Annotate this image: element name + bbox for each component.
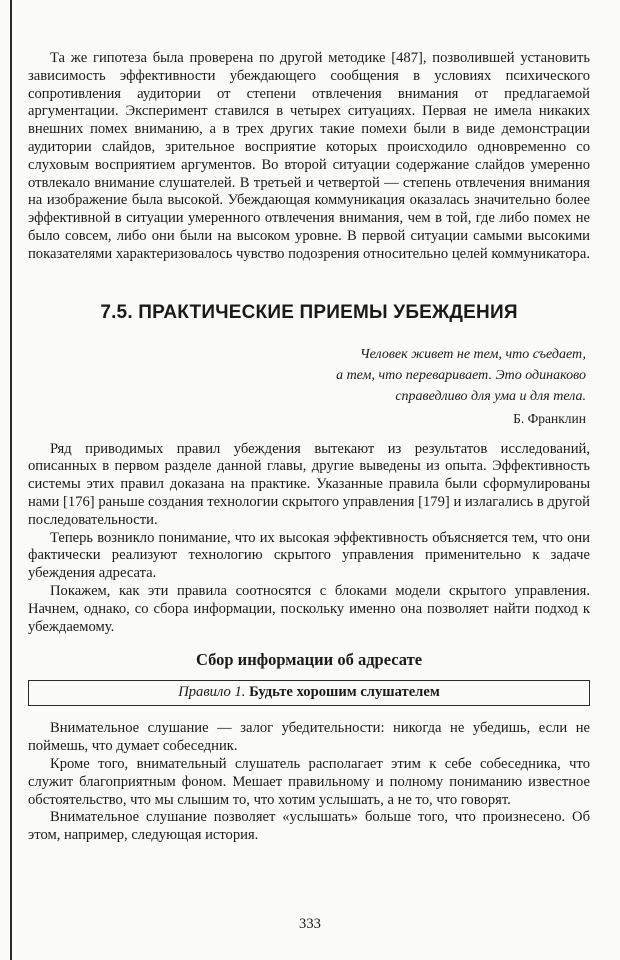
paragraph-effectiveness: Теперь возникло понимание, что их высокая эффективность объясняется тем, что они фактически реализуют технологию скрытого управления применительно к задаче убеждения адресата. — [28, 529, 590, 582]
epigraph-line: справедливо для ума и для тела. — [395, 388, 586, 404]
section-title: 7.5. ПРАКТИЧЕСКИЕ ПРИЕМЫ УБЕЖДЕНИЯ — [100, 301, 518, 323]
rule-number: Правило 1. — [178, 684, 246, 701]
page-number: 333 — [299, 916, 321, 932]
rule-text: Будьте хорошим слушателем — [249, 684, 440, 701]
paragraph-listening: Внимательное слушание — залог убедительности: никогда не убедишь, если не поймешь, что думает собеседник. — [28, 720, 590, 755]
paragraph-correlation: Покажем, как эти правила соотносятся с блоками модели скрытого управления. Начнем, однако, со сбора информации, поскольку именно она позволяет найти подход к убеждаемому. — [28, 582, 590, 635]
left-margin-rule — [10, 0, 12, 960]
epigraph-line: а тем, что переваривает. Это одинаково — [336, 367, 586, 383]
subsection-heading: Сбор информации об адресате — [195, 650, 423, 670]
epigraph-line: Человек живет не тем, что съедает, — [360, 346, 586, 362]
paragraph-hypothesis: Та же гипотеза была проверена по другой методике [487], позволившей установить зависимость эффективности убеждающего сообщения в условиях психического сопротивления аудитории от степени отвлечения внимания от предлагаемой аргументации. Эксперимент ставился в четырех ситуациях. Первая не имела никаких внешних помех вниманию, а в трех других такие помехи были в виде демонстрации аудитории слайдов, зрительное восприятие которых происходило одновременно со слуховым восприятием аргументов. Во второй ситуации содержание слайдов умеренно отвлекало внимание слушателей. В третьей и четвертой — степень отвлечения внимания на изображение была высокой. Убеждающая коммуникация оказалась значительно более эффективной в ситуации умеренного отвлечения внимания, чем в той, где либо помех не было совсем, либо они были на высоком уровне. В первой ситуации самыми высокими показателями характеризовалось чувство подозрения относительно целей коммуникатора. — [28, 50, 590, 262]
paragraph-rules-origin: Ряд приводимых правил убеждения вытекают из результатов исследований, описанных в первом разделе данной главы, другие выведены из опыта. Эффективность системы этих правил доказана на практике. Указанные правила были сформулированы нами [176] раньше создания технологии скрытого управления [179] и излагались в другой последовательности. — [28, 440, 590, 528]
paragraph-listener: Кроме того, внимательный слушатель располагает этим к себе собеседника, что служит благоприятным фоном. Мешает правильному и полному пониманию известное обстоятельство, что мы слышим то, что хотим услышать, а не то, что говорят. — [28, 755, 590, 808]
epigraph — [28, 344, 586, 407]
epigraph-author: Б. Франклин — [513, 410, 586, 426]
page-body — [28, 50, 590, 845]
rule-box — [28, 680, 590, 706]
paragraph-story: Внимательное слушание позволяет «услышать» больше того, что произнесено. Об этом, например, следующая история. — [28, 809, 590, 844]
